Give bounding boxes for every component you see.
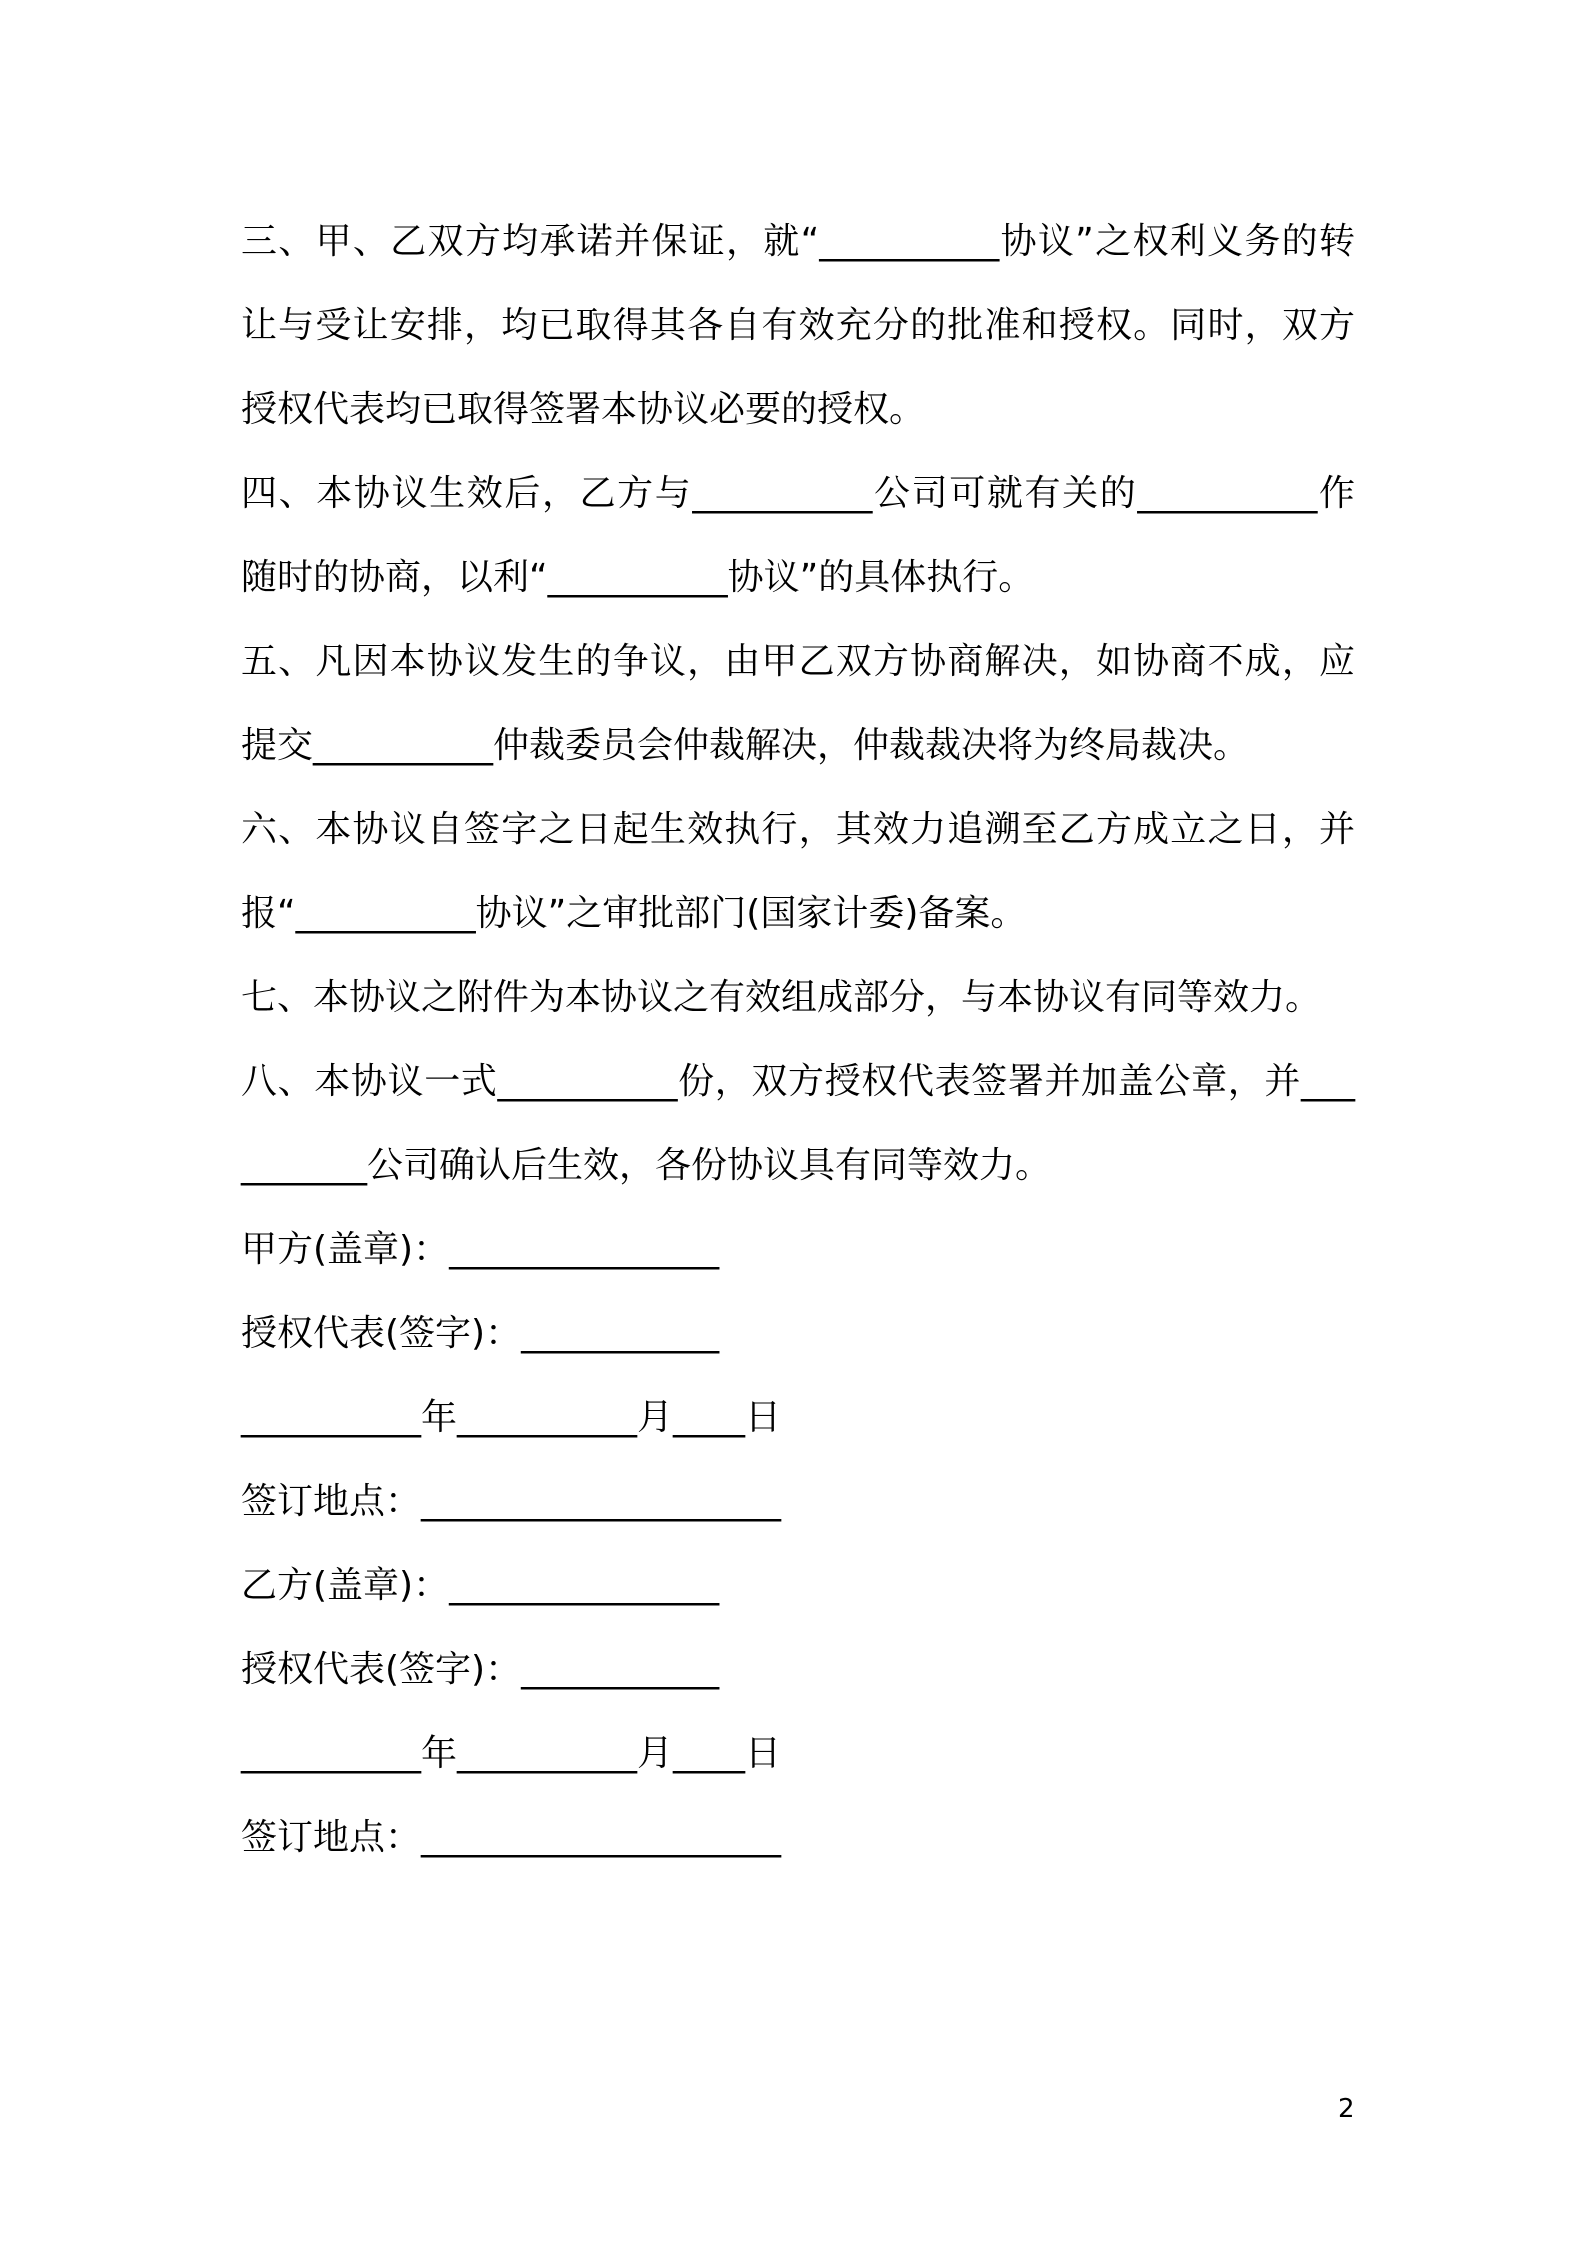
clause-8: 八、本协议一式__________份，双方授权代表签署并加盖公章，并__________公司确认后生效，各份协议具有同等效力。 xyxy=(241,1061,1355,1186)
clause-5: 五、凡因本协议发生的争议，由甲乙双方协商解决，如协商不成，应提交__________仲裁委员会仲裁解决，仲裁裁决将为终局裁决。 xyxy=(241,641,1355,766)
party-a-representative-line: 授权代表(签字)：___________ xyxy=(241,1313,720,1354)
party-b-place-line: 签订地点：____________________ xyxy=(241,1817,782,1858)
party-a-place-line: 签订地点：____________________ xyxy=(241,1481,782,1522)
party-a-signature-block xyxy=(241,1208,1355,1544)
party-b-date-line: __________年__________月____日 xyxy=(241,1733,781,1774)
clause-3: 三、甲、乙双方均承诺并保证，就“__________协议”之权利义务的转让与受让安排，均已取得其各自有效充分的批准和授权。同时，双方授权代表均已取得签署本协议必要的授权。 xyxy=(241,221,1355,430)
party-b-representative-line: 授权代表(签字)：___________ xyxy=(241,1649,720,1690)
clause-6: 六、本协议自签字之日起生效执行，其效力追溯至乙方成立之日，并报“__________协议”之审批部门(国家计委)备案。 xyxy=(241,809,1355,934)
party-a-seal-line: 甲方(盖章)：_______________ xyxy=(241,1229,720,1270)
party-a-date-line: __________年__________月____日 xyxy=(241,1397,781,1438)
clause-7: 七、本协议之附件为本协议之有效组成部分，与本协议有同等效力。 xyxy=(241,977,1322,1018)
party-b-seal-line: 乙方(盖章)：_______________ xyxy=(241,1565,720,1606)
clause-4: 四、本协议生效后，乙方与__________公司可就有关的__________作随时的协商，以利“__________协议”的具体执行。 xyxy=(241,473,1355,598)
document-body xyxy=(241,200,1355,1880)
page-number: 2 xyxy=(1338,2094,1355,2124)
party-b-signature-block xyxy=(241,1544,1355,1880)
